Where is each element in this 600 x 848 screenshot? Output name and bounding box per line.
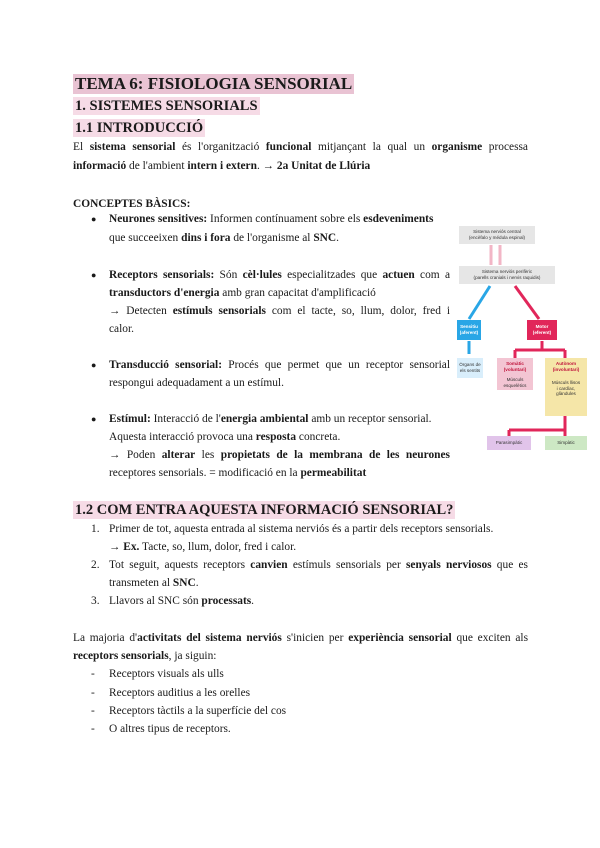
transduccio-line-1: Transducció sensorial: Procés que permet que un receptor sensorial (109, 359, 450, 371)
snc-label: Sistema nerviós central (encèfalo y médula espinal) (468, 229, 526, 240)
estimul-line-1: Estímul: Interacció de l'energia ambiental amb un receptor sensorial. (109, 413, 432, 425)
page-title: TEMA 6: FISIOLOGIA SENSORIAL (75, 74, 353, 93)
majority-line-2: receptors sensorials, ja siguin: (73, 650, 217, 662)
step-number: 1. (91, 523, 100, 535)
intro-line-2: informació de l'ambient intern i extern. → 2a Unitat de Llúria (73, 160, 371, 172)
receptors-line-3: → Detecten estímuls sensorials com el tacte, so, llum, dolor, fred i (109, 305, 451, 317)
dash-marker: - (91, 705, 95, 717)
snp-label: Sistema nerviós perifèric (parells cranials i nervis raquidis) (473, 269, 541, 280)
section-heading: 1. SISTEMES SENSORIALS (75, 98, 258, 114)
estimul-line-4: receptores sensorials. = modificació en la permeabilitat (109, 467, 367, 479)
autonom-label: Autònom (involuntari) (552, 361, 580, 372)
transduccio-line-2: respongui adequadament a un estímul. (109, 377, 284, 389)
arrow-sensitive (469, 286, 490, 319)
somatic-label: Somàtic (voluntari) (503, 361, 527, 372)
step-2-line-1: Tot seguit, aquests receptors canvien estímuls sensorials per senyals nerviosos que es (109, 559, 528, 571)
list-item: O altres tipus de receptors. (109, 723, 231, 735)
dash-marker: - (91, 668, 95, 680)
sensitive-label: Sensitiu (aferent) (459, 324, 479, 335)
receptors-line-1: Receptors sensorials: Són cèl·lules especialitzades que actuen com a (109, 269, 451, 281)
step-number: 3. (91, 595, 100, 607)
bullet-icon: ● (91, 360, 97, 370)
list-item: Receptors visuals als ulls (109, 668, 224, 680)
step-2-line-2: transmeten al SNC. (109, 577, 199, 589)
nervous-system-diagram (457, 224, 591, 456)
bullet-icon: ● (91, 214, 97, 224)
organs-label: Òrgans de els sentits (459, 362, 481, 373)
list-item: Receptors auditius a les orelles (109, 687, 251, 699)
receptors-line-2: transductors d'energia amb gran capacitat d'amplificació (109, 287, 376, 299)
diagram-arrows (457, 224, 591, 456)
autonom-sub-label: Músculs llisos i cardíac, glàndules (551, 380, 581, 397)
parasympathetic-label: Parasimpàtic (495, 440, 523, 445)
somatic-sub-label: Músculs esquelètics (503, 377, 527, 388)
neurones-line-2: que succeeixen dins i fora de l'organisme al SNC. (109, 232, 339, 244)
step-number: 2. (91, 559, 100, 571)
arrow-motor (515, 286, 539, 319)
estimul-line-2: Aquesta interacció provoca una resposta concreta. (109, 431, 341, 443)
intro-line-1: El sistema sensorial és l'organització funcional mitjançant la qual un organisme processa (73, 141, 528, 153)
majority-line-1: La majoria d'activitats del sistema nerviós s'inicien per experiència sensorial que exciten als (73, 632, 528, 644)
concepts-heading: CONCEPTES BÀSICS: (73, 198, 191, 210)
motor-label: Motor (eferent) (532, 324, 552, 335)
list-item: Receptors tàctils a la superfície del cos (109, 705, 287, 717)
step-1-line-1: Primer de tot, aquesta entrada al sistema nerviós és a partir dels receptors sensorials. (109, 523, 494, 535)
dash-marker: - (91, 723, 95, 735)
bullet-icon: ● (91, 414, 97, 424)
sympathetic-label: Simpàtic (557, 440, 575, 445)
bullet-icon: ● (91, 270, 97, 280)
subsection-heading-input: 1.2 COM ENTRA AQUESTA INFORMACIÓ SENSORIAL? (75, 502, 454, 518)
neurones-line-1: Neurones sensitives: Informen contínuament sobre els esdeveniments (109, 213, 434, 225)
dash-marker: - (91, 687, 95, 699)
subsection-heading-intro: 1.1 INTRODUCCIÓ (75, 120, 204, 136)
estimul-line-3: → Poden alterar les propietats de la membrana de les neurones (109, 449, 450, 461)
step-1-line-2: → Ex. Tacte, so, llum, dolor, fred i calor. (109, 541, 297, 553)
step-3-line-1: Llavors al SNC són processats. (109, 595, 255, 607)
receptors-line-4: calor. (109, 323, 134, 335)
